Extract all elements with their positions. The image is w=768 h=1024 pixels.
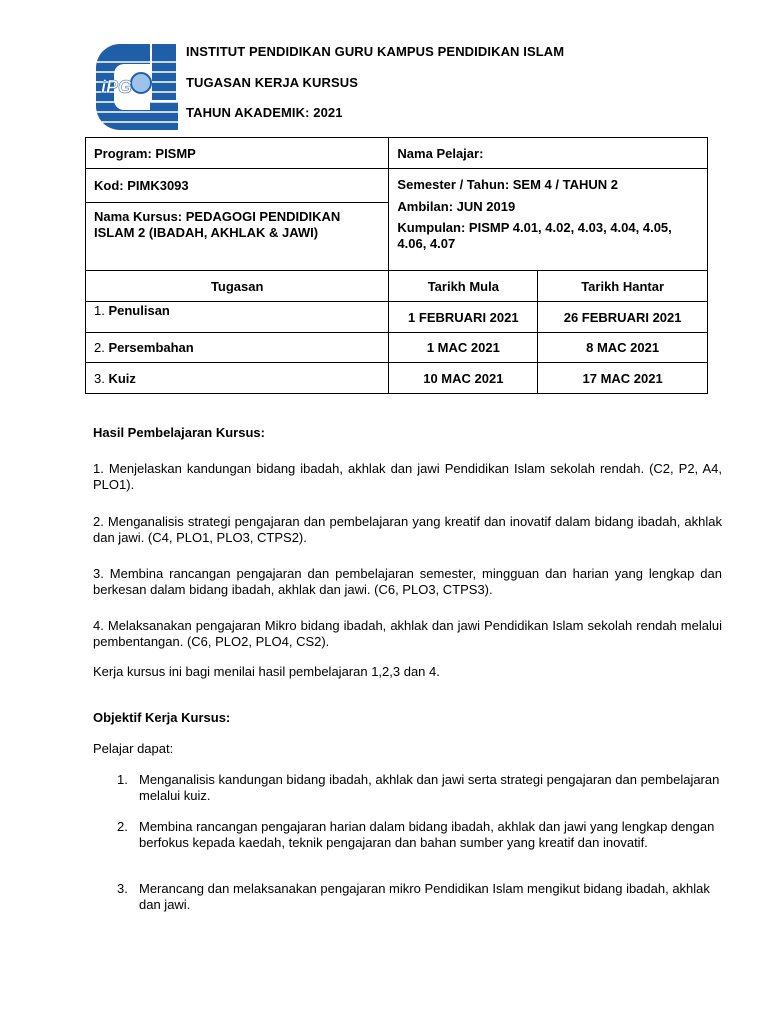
course-info-table	[85, 137, 708, 394]
task-cell	[86, 333, 389, 363]
objective-text: Merancang dan melaksanakan pengajaran mikro Pendidikan Islam mengikut bidang ibadah, akhlak dan jawi.	[139, 881, 710, 912]
learning-outcome-item: 4. Melaksanakan pengajaran Mikro bidang ibadah, akhlak dan jawi Pendidikan Islam sekolah rendah melalui pembentangan. (C6, PLO2, PLO4, CS2).	[93, 618, 722, 649]
task-cell	[86, 302, 389, 333]
task-number: 3.	[94, 370, 109, 386]
objective-text: Membina rancangan pengajaran harian dalam bidang ibadah, akhlak dan jawi yang lengkap dengan berfokus kepada kaedah, teknik pengajaran dan bahan sumber yang kreatif dan inovatif.	[139, 819, 715, 850]
objectives-intro: Pelajar dapat:	[93, 741, 174, 756]
student-name-cell: Nama Pelajar:	[389, 138, 708, 169]
group-text: Kumpulan: PISMP 4.01, 4.02, 4.03, 4.04, 4.05, 4.06, 4.07	[397, 220, 672, 251]
task-number: 2.	[94, 340, 109, 355]
start-date-header: Tarikh Mula	[389, 271, 538, 302]
task-start-date: 1 FEBRUARI 2021	[389, 302, 538, 333]
task-due-date: 8 MAC 2021	[538, 333, 708, 363]
due-date-header: Tarikh Hantar	[538, 271, 708, 302]
task-name: Penulisan	[108, 303, 170, 318]
semester-info-cell	[389, 169, 708, 271]
task-start-date: 10 MAC 2021	[389, 363, 538, 394]
task-row	[86, 302, 708, 333]
objective-text: Menganalisis kandungan bidang ibadah, akhlak dan jawi serta strategi pengajaran dan pembelajaran melalui kuiz.	[139, 772, 720, 803]
logo-text: iPG	[101, 77, 133, 97]
course-code-cell: Kod: PIMK3093	[86, 169, 389, 203]
document-title: TUGASAN KERJA KURSUS	[186, 75, 358, 90]
task-row	[86, 363, 708, 394]
assessment-note: Kerja kursus ini bagi menilai hasil pembelajaran 1,2,3 dan 4.	[93, 664, 440, 679]
learning-outcome-item: 2. Menganalisis strategi pengajaran dan pembelajaran yang kreatif dan inovatif dalam bidang ibadah, akhlak dan jawi. (C4, PLO1, PLO3, CTPS2).	[93, 514, 722, 545]
task-row	[86, 333, 708, 363]
task-name: Persembahan	[108, 340, 194, 355]
institute-name: INSTITUT PENDIDIKAN GURU KAMPUS PENDIDIKAN ISLAM	[186, 44, 565, 59]
task-start-date: 1 MAC 2021	[389, 333, 538, 363]
objective-item	[117, 881, 722, 912]
task-number: 1.	[94, 303, 109, 318]
objective-number: 2.	[117, 819, 128, 834]
objective-item	[117, 819, 722, 850]
objectives-heading: Objektif Kerja Kursus:	[93, 710, 231, 725]
objective-item	[117, 772, 722, 803]
task-due-date: 17 MAC 2021	[538, 363, 708, 394]
task-cell	[86, 363, 389, 394]
objective-number: 3.	[117, 881, 128, 896]
academic-year: TAHUN AKADEMIK: 2021	[186, 105, 343, 120]
ipg-logo	[94, 42, 178, 132]
learning-outcome-item: 3. Membina rancangan pengajaran dan pembelajaran semester, mingguan dan harian yang lengkap dan berkesan dalam bidang ibadah, akhlak dan jawi. (C6, PLO3, CTPS3).	[93, 566, 722, 597]
task-due-date: 26 FEBRUARI 2021	[538, 302, 708, 333]
intake-text: Ambilan: JUN 2019	[397, 198, 516, 214]
course-name-cell: Nama Kursus: PEDAGOGI PENDIDIKAN ISLAM 2 (IBADAH, AKHLAK & JAWI)	[86, 203, 389, 271]
learning-outcome-item: 1. Menjelaskan kandungan bidang ibadah, akhlak dan jawi Pendidikan Islam sekolah rendah. (C2, P2, A4, PLO1).	[93, 461, 722, 492]
learning-outcomes-heading: Hasil Pembelajaran Kursus:	[93, 425, 265, 440]
task-name: Kuiz	[108, 370, 136, 386]
semester-text: Semester / Tahun: SEM 4 / TAHUN 2	[397, 177, 618, 192]
task-header: Tugasan	[86, 271, 389, 302]
program-cell: Program: PISMP	[86, 138, 389, 169]
objective-number: 1.	[117, 772, 128, 787]
